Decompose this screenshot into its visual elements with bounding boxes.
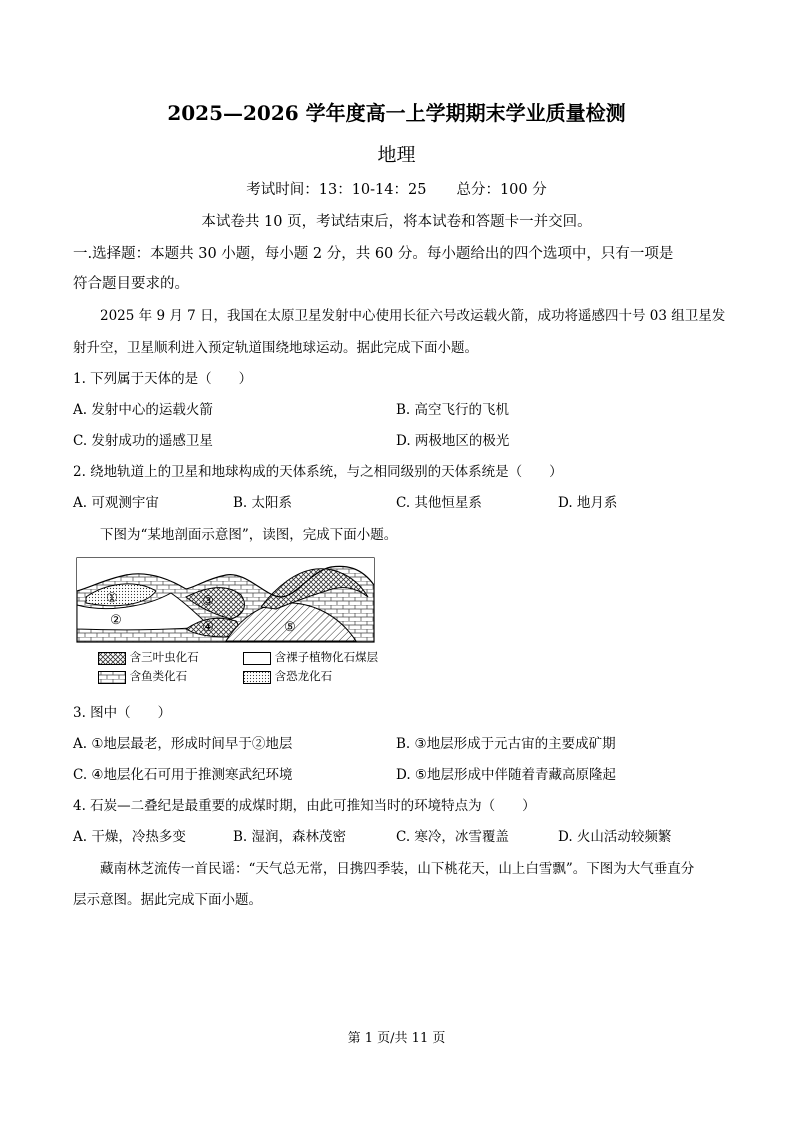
question-4-option-b: B. 湿润，森林茂密 <box>233 829 347 845</box>
layer-label-4: ④ <box>202 620 214 635</box>
trilobite-pattern-icon <box>98 652 126 665</box>
context1-line2: 射升空，卫星顺利进入预定轨道围绕地球运动。据此完成下面小题。 <box>73 340 478 356</box>
question-3-stem: 3. 图中（ ） <box>73 705 172 721</box>
question-2-stem: 2. 绕地轨道上的卫星和地球构成的天体系统，与之相同级别的天体系统是（ ） <box>73 464 563 480</box>
question-2-option-a: A. 可观测宇宙 <box>73 495 159 511</box>
question-3-option-c: C. ④地层化石可用于推测寒武纪环境 <box>73 767 293 783</box>
question-1-option-a: A. 发射中心的运载火箭 <box>73 402 213 418</box>
section-instructions-line2: 符合题目要求的。 <box>73 276 189 292</box>
question-3-option-d: D. ⑤地层形成中伴随着青藏高原隆起 <box>396 767 617 783</box>
question-4-option-c: C. 寒冷，冰雪覆盖 <box>396 829 509 845</box>
layer-label-3: ③ <box>202 594 214 609</box>
legend-item-dinosaur: 含恐龙化石 <box>243 668 332 684</box>
layer-label-5: ⑤ <box>284 620 296 635</box>
exam-time: 考试时间：13：10-14：25 <box>246 182 427 198</box>
legend-item-fish: 含鱼类化石 <box>98 668 187 684</box>
question-1-option-c: C. 发射成功的遥感卫星 <box>73 433 213 449</box>
question-3-option-a: A. ①地层最老，形成时间早于②地层 <box>73 736 293 752</box>
context2: 下图为“某地剖面示意图”，读图，完成下面小题。 <box>100 527 398 543</box>
page-footer: 第 1 页/共 11 页 <box>347 1031 446 1046</box>
question-2-option-c: C. 其他恒星系 <box>396 495 482 511</box>
question-2-option-b: B. 太阳系 <box>233 495 293 511</box>
fish-fossil-pattern-icon <box>98 671 126 684</box>
question-1-option-b: B. 高空飞行的飞机 <box>396 402 510 418</box>
question-4-stem: 4. 石炭—二叠纪是最重要的成煤时期，由此可推知当时的环境特点为（ ） <box>73 798 536 814</box>
exam-note: 本试卷共 10 页，考试结束后，将本试卷和答题卡一并交回。 <box>201 214 592 230</box>
question-1-stem: 1. 下列属于天体的是（ ） <box>73 371 253 387</box>
layer-label-2: ② <box>110 613 122 628</box>
question-4-option-d: D. 火山活动较频繁 <box>558 829 672 845</box>
context1-line1: 2025 年 9 月 7 日，我国在太原卫星发射中心使用长征六号改运载火箭，成功将遥感四十号 03 组卫星发 <box>100 308 726 324</box>
dinosaur-fossil-pattern-icon <box>243 671 271 684</box>
section-instructions-line1: 一.选择题：本题共 30 小题，每小题 2 分，共 60 分。每小题给出的四个选项中，只有一项是 <box>73 246 674 262</box>
total-score: 总分：100 分 <box>456 182 547 198</box>
question-1-option-d: D. 两极地区的极光 <box>396 433 510 449</box>
context3-line2: 层示意图。据此完成下面小题。 <box>73 892 262 908</box>
legend-item-gymnosperm-coal: 含裸子植物化石煤层 <box>243 649 378 665</box>
layer-label-1: ① <box>106 591 118 606</box>
coal-layer-pattern-icon <box>243 652 271 665</box>
exam-info <box>0 178 793 199</box>
context3-line1: 藏南林芝流传一首民谣：“天气总无常，日携四季装，山下桃花天，山上白雪飘”。下图为大气垂直分 <box>100 861 695 877</box>
subject-title: 地理 <box>377 144 416 166</box>
question-4-option-a: A. 干燥，冷热多变 <box>73 829 186 845</box>
question-3-option-b: B. ③地层形成于元古宙的主要成矿期 <box>396 736 616 752</box>
legend-item-trilobite: 含三叶虫化石 <box>98 649 199 665</box>
exam-title: 2025—2026 学年度高一上学期期末学业质量检测 <box>167 101 626 125</box>
question-2-option-d: D. 地月系 <box>558 495 618 511</box>
